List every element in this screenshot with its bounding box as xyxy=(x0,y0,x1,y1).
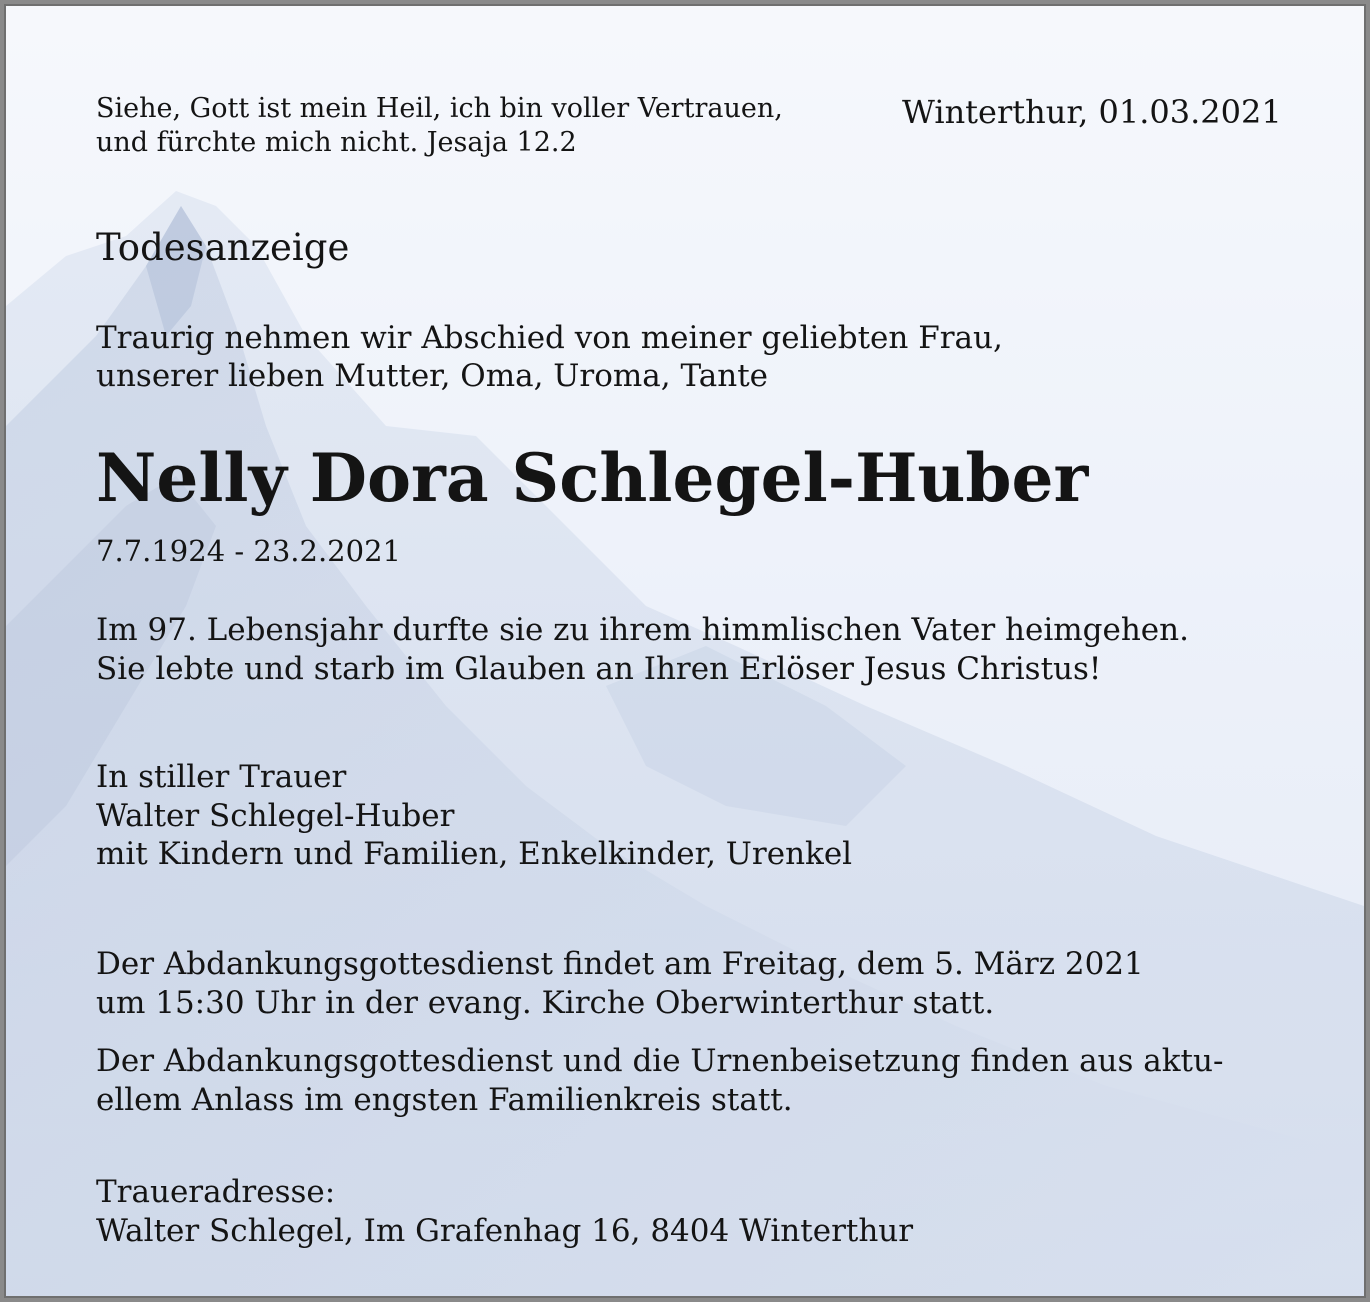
place-date: Winterthur, 01.03.2021 xyxy=(902,93,1282,131)
page-title: Todesanzeige xyxy=(96,226,350,269)
mourners-line-1: In stiller Trauer xyxy=(96,759,347,795)
notice-line-1: Der Abdankungsgottesdienst und die Urnenbeisetzung finden aus aktu- xyxy=(96,1043,1224,1079)
private-ceremony-notice xyxy=(96,1042,1223,1119)
service-info xyxy=(96,945,1144,1022)
mourners-line-2: Walter Schlegel-Huber xyxy=(96,797,455,834)
intro-text xyxy=(96,319,1003,395)
deceased-name: Nelly Dora Schlegel-Huber xyxy=(96,439,1089,517)
address-label: Traueradresse: xyxy=(96,1174,336,1210)
notice-line-2: ellem Anlass im engsten Familienkreis statt. xyxy=(96,1081,793,1118)
address-value: Walter Schlegel, Im Grafenhag 16, 8404 Winterthur xyxy=(96,1212,914,1249)
faith-statement xyxy=(96,611,1189,689)
obituary-card xyxy=(4,4,1366,1298)
intro-line-1: Traurig nehmen wir Abschied von meiner geliebten Frau, xyxy=(96,320,1003,356)
mourners-block xyxy=(96,758,852,874)
service-line-2: um 15:30 Uhr in der evang. Kirche Oberwinterthur statt. xyxy=(96,984,995,1021)
intro-line-2: unserer lieben Mutter, Oma, Uroma, Tante xyxy=(96,358,769,394)
bible-verse-line-2: und fürchte mich nicht. Jesaja 12.2 xyxy=(96,127,577,158)
mourning-address xyxy=(96,1173,913,1250)
statement-line-1: Im 97. Lebensjahr durfte sie zu ihrem himmlischen Vater heimgehen. xyxy=(96,612,1189,648)
mourners-line-3: mit Kindern und Familien, Enkelkinder, Urenkel xyxy=(96,836,853,872)
bible-verse-line-1: Siehe, Gott ist mein Heil, ich bin voller Vertrauen, xyxy=(96,93,783,124)
bible-verse xyxy=(96,92,783,160)
service-line-1: Der Abdankungsgottesdienst findet am Freitag, dem 5. März 2021 xyxy=(96,946,1144,982)
lifespan-dates: 7.7.1924 - 23.2.2021 xyxy=(96,534,401,568)
statement-line-2: Sie lebte und starb im Glauben an Ihren Erlöser Jesus Christus! xyxy=(96,651,1102,687)
